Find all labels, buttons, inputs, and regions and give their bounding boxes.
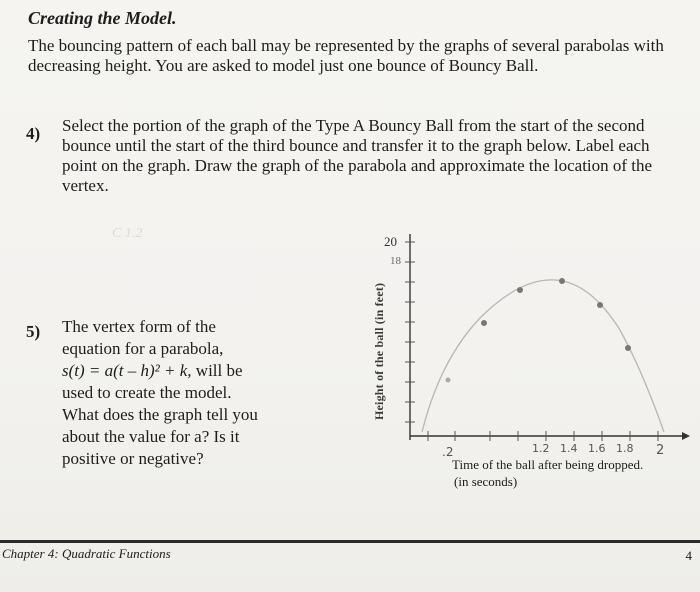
x-handwritten-label: 2: [656, 443, 665, 458]
question-5-text: [62, 316, 302, 470]
x-handwritten-label: 1.4: [560, 442, 578, 455]
plotted-point: [446, 378, 451, 383]
chapter-label: Chapter 4: Quadratic Functions: [2, 546, 171, 561]
q5-line-3: [62, 360, 302, 382]
y-tick-20: 20: [384, 234, 397, 249]
y-axis-label: Height of the ball (in feet): [372, 282, 386, 420]
x-handwritten-label: .2: [442, 445, 454, 459]
plotted-point: [481, 320, 487, 326]
x-axis-arrow: [682, 432, 690, 440]
bounce-graph: [380, 220, 692, 460]
q5-line-6: about the value for a? Is it: [62, 427, 240, 446]
plotted-point: [559, 278, 565, 284]
vertex-form-formula: s(t) = a(t – h)² + k,: [62, 361, 192, 380]
question-4-number: 4): [26, 124, 41, 143]
plotted-points: [446, 278, 632, 383]
intro-paragraph: The bouncing pattern of each ball may be represented by the graphs of several parabolas with decreasing height. You are asked to model just one bounce of Bouncy Ball.: [28, 36, 664, 75]
q5-line-7: positive or negative?: [62, 449, 204, 468]
q5-line-1: The vertex form of the: [62, 317, 216, 336]
q5-line-5: What does the graph tell you: [62, 405, 258, 424]
x-handwritten-label: 1.6: [588, 442, 606, 455]
x-axis-caption: Time of the ball after being dropped.: [452, 457, 644, 472]
q5-line-4: used to create the model.: [62, 383, 232, 402]
question-5-number: 5): [26, 322, 41, 341]
question-4-text: Select the portion of the graph of the Type A Bouncy Ball from the start of the second bounce until the start of the third bounce and transfer it to the graph below. Label each point on the graph. Draw the graph of the parabola and approximate the location of the vertex.: [62, 116, 653, 195]
parabola-sketch: [422, 280, 664, 432]
page-number: 4: [685, 548, 692, 563]
plotted-point: [597, 302, 603, 308]
plotted-point: [517, 287, 523, 293]
q5-line-2: equation for a parabola,: [62, 339, 224, 358]
section-heading: Creating the Model.: [28, 8, 177, 28]
x-handwritten-label: 1.8: [616, 442, 634, 455]
footer-rule: [0, 540, 700, 543]
x-axis-units: (in seconds): [454, 474, 518, 489]
q5-line-3-tail: will be: [191, 361, 243, 380]
plotted-point: [625, 345, 631, 351]
faint-handwriting: C 1.2: [112, 226, 143, 241]
y-tick-18: 18: [390, 255, 401, 267]
x-handwritten-label: 1.2: [532, 442, 550, 455]
